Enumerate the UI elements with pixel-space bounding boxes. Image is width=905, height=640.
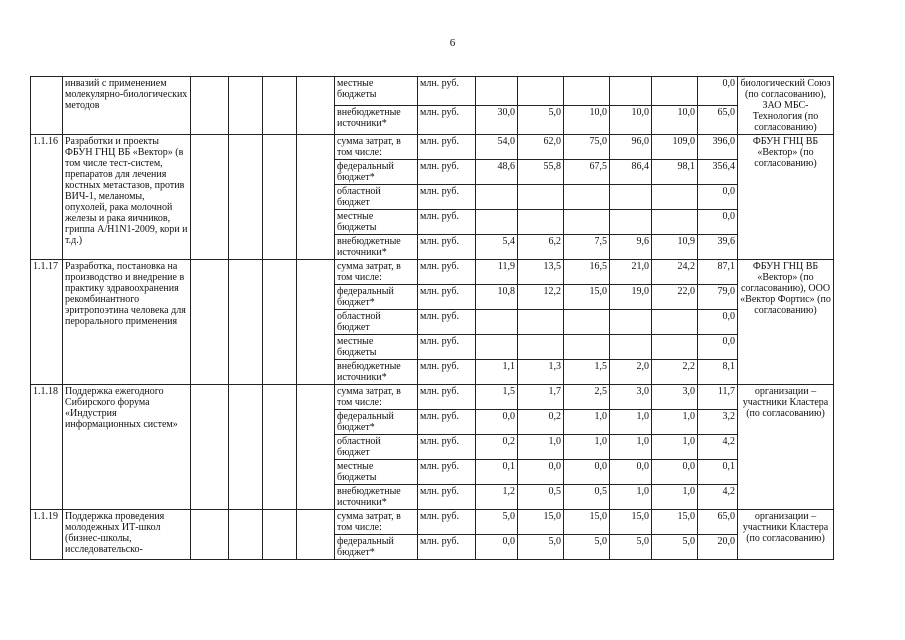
- unit-cell: млн. руб.: [418, 435, 476, 460]
- source-label: сумма затрат, в том числе:: [335, 260, 418, 285]
- year-value: 0,5: [564, 485, 610, 510]
- source-label: федеральный бюджет*: [335, 285, 418, 310]
- year-value: 5,0: [518, 535, 564, 560]
- total-value: 3,2: [698, 410, 738, 435]
- year-value: 1,0: [610, 485, 652, 510]
- year-value: 0,0: [564, 460, 610, 485]
- total-value: 8,1: [698, 360, 738, 385]
- source-label: сумма затрат, в том числе:: [335, 510, 418, 535]
- source-label: местные бюджеты: [335, 335, 418, 360]
- year-value: 24,2: [652, 260, 698, 285]
- total-value: 0,0: [698, 335, 738, 360]
- year-value: 0,0: [476, 410, 518, 435]
- year-value: 15,0: [610, 510, 652, 535]
- item-name: Разработка, постановка на производство и внедрение в практику здравоохранения рекомбинантного эритропоэтина человека для перорального применения: [63, 260, 191, 385]
- source-label: федеральный бюджет*: [335, 535, 418, 560]
- total-value: 79,0: [698, 285, 738, 310]
- year-value: 109,0: [652, 135, 698, 160]
- item-code: 1.1.18: [31, 385, 63, 510]
- year-value: 0,5: [518, 485, 564, 510]
- year-value: 11,9: [476, 260, 518, 285]
- year-value: 0,0: [652, 460, 698, 485]
- year-value: 15,0: [564, 285, 610, 310]
- responsible-party: ФБУН ГНЦ ВБ «Вектор» (по согласованию), ООО «Вектор Фортис» (по согласованию): [738, 260, 834, 385]
- year-value: [518, 185, 564, 210]
- item-name: Разработки и проекты ФБУН ГНЦ ВБ «Вектор» (в том числе тест-систем, препаратов для лечения костных метастазов, против ВИЧ-1, меланомы, опухолей, рака молочной железы и рака яичников, гриппа A/H1N1-2009, кори и т.д.): [63, 135, 191, 260]
- year-value: 1,0: [652, 435, 698, 460]
- year-value: 67,5: [564, 160, 610, 185]
- year-value: [476, 310, 518, 335]
- year-value: [564, 335, 610, 360]
- year-value: 13,5: [518, 260, 564, 285]
- source-label: местные бюджеты: [335, 460, 418, 485]
- year-value: [476, 210, 518, 235]
- year-value: 15,0: [652, 510, 698, 535]
- year-value: 3,0: [610, 385, 652, 410]
- year-value: 98,1: [652, 160, 698, 185]
- unit-cell: млн. руб.: [418, 135, 476, 160]
- year-value: [610, 77, 652, 106]
- empty-cell: [297, 135, 335, 260]
- year-value: 5,4: [476, 235, 518, 260]
- year-value: [564, 310, 610, 335]
- year-value: 15,0: [564, 510, 610, 535]
- unit-cell: млн. руб.: [418, 235, 476, 260]
- year-value: 0,0: [518, 460, 564, 485]
- year-value: 1,0: [652, 410, 698, 435]
- year-value: 0,2: [476, 435, 518, 460]
- total-value: 39,6: [698, 235, 738, 260]
- total-value: 396,0: [698, 135, 738, 160]
- table-row: [31, 135, 834, 160]
- year-value: 5,0: [652, 535, 698, 560]
- table-row: [31, 510, 834, 535]
- empty-cell: [191, 135, 229, 260]
- year-value: 1,0: [564, 435, 610, 460]
- year-value: [652, 77, 698, 106]
- total-value: 87,1: [698, 260, 738, 285]
- source-label: внебюджетные источники*: [335, 106, 418, 135]
- empty-cell: [297, 260, 335, 385]
- unit-cell: млн. руб.: [418, 485, 476, 510]
- total-value: 65,0: [698, 510, 738, 535]
- year-value: [610, 185, 652, 210]
- unit-cell: млн. руб.: [418, 185, 476, 210]
- responsible-party: биологический Союз (по согласованию), ЗАО МБС-Технология (по согласованию): [738, 77, 834, 135]
- unit-cell: млн. руб.: [418, 385, 476, 410]
- empty-cell: [191, 260, 229, 385]
- year-value: 5,0: [518, 106, 564, 135]
- empty-cell: [191, 385, 229, 510]
- page-number: 6: [449, 37, 456, 49]
- year-value: [652, 335, 698, 360]
- year-value: [610, 310, 652, 335]
- year-value: 10,0: [564, 106, 610, 135]
- empty-cell: [263, 260, 297, 385]
- year-value: 5,0: [476, 510, 518, 535]
- year-value: 0,2: [518, 410, 564, 435]
- year-value: [476, 77, 518, 106]
- year-value: 96,0: [610, 135, 652, 160]
- table-row: [31, 385, 834, 410]
- responsible-party: организации – участники Кластера (по согласованию): [738, 510, 834, 560]
- year-value: [518, 77, 564, 106]
- source-label: внебюджетные источники*: [335, 235, 418, 260]
- empty-cell: [229, 510, 263, 560]
- empty-cell: [191, 510, 229, 560]
- source-label: сумма затрат, в том числе:: [335, 135, 418, 160]
- unit-cell: млн. руб.: [418, 77, 476, 106]
- source-label: местные бюджеты: [335, 77, 418, 106]
- year-value: 62,0: [518, 135, 564, 160]
- empty-cell: [229, 77, 263, 135]
- year-value: 15,0: [518, 510, 564, 535]
- source-label: внебюджетные источники*: [335, 360, 418, 385]
- year-value: 1,0: [652, 485, 698, 510]
- empty-cell: [297, 77, 335, 135]
- year-value: 0,0: [476, 535, 518, 560]
- total-value: 356,4: [698, 160, 738, 185]
- year-value: [610, 210, 652, 235]
- year-value: 19,0: [610, 285, 652, 310]
- item-name: Поддержка ежегодного Сибирского форума «Индустрия информационных систем»: [63, 385, 191, 510]
- unit-cell: млн. руб.: [418, 260, 476, 285]
- total-value: 0,0: [698, 210, 738, 235]
- item-name: Поддержка проведения молодежных ИТ-школ (бизнес-школы, исследовательско-: [63, 510, 191, 560]
- responsible-party: ФБУН ГНЦ ВБ «Вектор» (по согласованию): [738, 135, 834, 260]
- year-value: [652, 185, 698, 210]
- year-value: 48,6: [476, 160, 518, 185]
- year-value: [652, 310, 698, 335]
- year-value: 54,0: [476, 135, 518, 160]
- unit-cell: млн. руб.: [418, 210, 476, 235]
- year-value: [610, 335, 652, 360]
- source-label: местные бюджеты: [335, 210, 418, 235]
- year-value: 2,2: [652, 360, 698, 385]
- unit-cell: млн. руб.: [418, 460, 476, 485]
- year-value: [564, 77, 610, 106]
- year-value: 10,0: [652, 106, 698, 135]
- year-value: 1,0: [518, 435, 564, 460]
- empty-cell: [263, 385, 297, 510]
- year-value: 5,0: [564, 535, 610, 560]
- unit-cell: млн. руб.: [418, 285, 476, 310]
- item-code: 1.1.16: [31, 135, 63, 260]
- unit-cell: млн. руб.: [418, 106, 476, 135]
- unit-cell: млн. руб.: [418, 310, 476, 335]
- table-row: [31, 260, 834, 285]
- total-value: 20,0: [698, 535, 738, 560]
- year-value: 1,3: [518, 360, 564, 385]
- empty-cell: [229, 135, 263, 260]
- year-value: 7,5: [564, 235, 610, 260]
- empty-cell: [229, 385, 263, 510]
- year-value: 22,0: [652, 285, 698, 310]
- unit-cell: млн. руб.: [418, 360, 476, 385]
- empty-cell: [297, 385, 335, 510]
- total-value: 4,2: [698, 435, 738, 460]
- source-label: областной бюджет: [335, 435, 418, 460]
- source-label: областной бюджет: [335, 310, 418, 335]
- unit-cell: млн. руб.: [418, 535, 476, 560]
- year-value: 2,0: [610, 360, 652, 385]
- year-value: 0,1: [476, 460, 518, 485]
- item-code: 1.1.19: [31, 510, 63, 560]
- year-value: 1,2: [476, 485, 518, 510]
- year-value: 2,5: [564, 385, 610, 410]
- year-value: [652, 210, 698, 235]
- item-code: 1.1.17: [31, 260, 63, 385]
- year-value: 1,5: [476, 385, 518, 410]
- year-value: 10,9: [652, 235, 698, 260]
- year-value: [518, 335, 564, 360]
- year-value: [518, 310, 564, 335]
- year-value: [476, 335, 518, 360]
- year-value: 75,0: [564, 135, 610, 160]
- total-value: 4,2: [698, 485, 738, 510]
- item-name: инвазий с применением молекулярно-биологических методов: [63, 77, 191, 135]
- total-value: 11,7: [698, 385, 738, 410]
- year-value: 1,0: [610, 435, 652, 460]
- total-value: 0,0: [698, 185, 738, 210]
- year-value: 1,5: [564, 360, 610, 385]
- year-value: 86,4: [610, 160, 652, 185]
- total-value: 0,0: [698, 310, 738, 335]
- empty-cell: [229, 260, 263, 385]
- year-value: [564, 210, 610, 235]
- total-value: 0,0: [698, 77, 738, 106]
- year-value: 12,2: [518, 285, 564, 310]
- table-row: [31, 77, 834, 106]
- unit-cell: млн. руб.: [418, 160, 476, 185]
- year-value: 10,0: [610, 106, 652, 135]
- year-value: 30,0: [476, 106, 518, 135]
- source-label: сумма затрат, в том числе:: [335, 385, 418, 410]
- empty-cell: [263, 77, 297, 135]
- year-value: [564, 185, 610, 210]
- unit-cell: млн. руб.: [418, 410, 476, 435]
- source-label: внебюджетные источники*: [335, 485, 418, 510]
- total-value: 0,1: [698, 460, 738, 485]
- empty-cell: [297, 510, 335, 560]
- year-value: 9,6: [610, 235, 652, 260]
- year-value: 16,5: [564, 260, 610, 285]
- item-code: [31, 77, 63, 135]
- year-value: 6,2: [518, 235, 564, 260]
- year-value: 1,7: [518, 385, 564, 410]
- year-value: [518, 210, 564, 235]
- year-value: 1,1: [476, 360, 518, 385]
- empty-cell: [263, 135, 297, 260]
- year-value: 55,8: [518, 160, 564, 185]
- responsible-party: организации – участники Кластера (по согласованию): [738, 385, 834, 510]
- year-value: 1,0: [564, 410, 610, 435]
- year-value: 10,8: [476, 285, 518, 310]
- year-value: [476, 185, 518, 210]
- year-value: 0,0: [610, 460, 652, 485]
- program-table: [30, 76, 834, 560]
- source-label: федеральный бюджет*: [335, 160, 418, 185]
- empty-cell: [263, 510, 297, 560]
- empty-cell: [191, 77, 229, 135]
- year-value: 5,0: [610, 535, 652, 560]
- unit-cell: млн. руб.: [418, 335, 476, 360]
- source-label: федеральный бюджет*: [335, 410, 418, 435]
- year-value: 21,0: [610, 260, 652, 285]
- year-value: 3,0: [652, 385, 698, 410]
- total-value: 65,0: [698, 106, 738, 135]
- year-value: 1,0: [610, 410, 652, 435]
- source-label: областной бюджет: [335, 185, 418, 210]
- unit-cell: млн. руб.: [418, 510, 476, 535]
